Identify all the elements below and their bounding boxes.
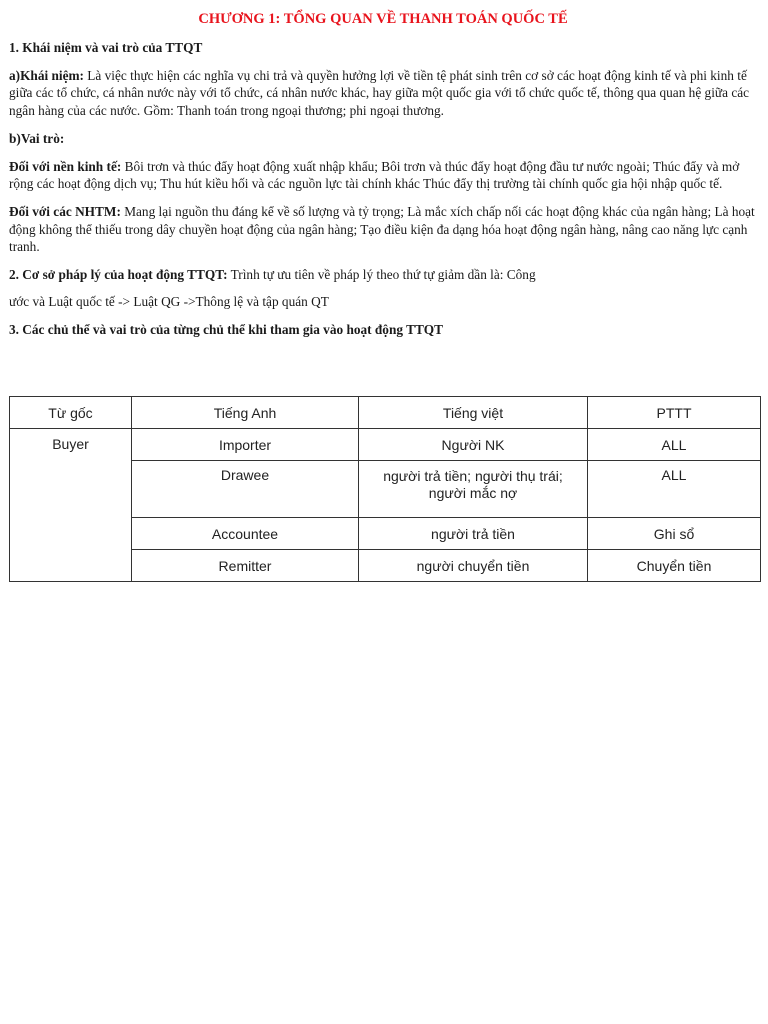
legal-basis-line2: ước và Luật quốc tế -> Luật QG ->Thông lệ và tập quán QT — [9, 294, 329, 310]
role-heading: b)Vai trò: — [9, 130, 65, 146]
cell-english: Remitter — [132, 550, 359, 582]
economy-paragraph — [9, 158, 757, 192]
legal-basis-paragraph — [9, 266, 757, 283]
cell-english: Importer — [132, 429, 359, 461]
header-payment-method: PTTT — [588, 397, 761, 429]
chapter-title: CHƯƠNG 1: TỔNG QUAN VỀ THANH TOÁN QUỐC TẾ — [198, 11, 568, 27]
cell-english: Drawee — [132, 461, 359, 518]
bank-text: Mang lại nguồn thu đáng kể về số lượng và tỷ trọng; Là mắc xích chấp nối các hoạt động khác của ngân hàng; Là hoạt động không thể thiếu trong dây chuyền hoạt động của ngân hàng; Tạo điều kiện đa dạng hóa hoạt động ngân hàng, nâng cao năng lực cạnh tranh. — [9, 204, 755, 254]
cell-payment-method: ALL — [588, 429, 761, 461]
concept-label: a)Khái niệm: — [9, 68, 84, 84]
subjects-table — [9, 396, 761, 582]
subjects-table-wrapper — [9, 396, 760, 582]
group-label-cell: Buyer — [10, 429, 132, 582]
cell-payment-method: Ghi sổ — [588, 518, 761, 550]
document-page — [9, 0, 757, 339]
economy-text: Bôi trơn và thúc đẩy hoạt động xuất nhập khẩu; Bôi trơn và thúc đẩy hoạt động đầu tư nước ngoài; Thúc đẩy và mở rộng các hoạt động dịch vụ; Thu hút kiều hối và các nguồn lực tài chính khác Thúc đẩy thị trường tài chính quốc gia hội nhập quốc tế. — [9, 159, 740, 192]
cell-vietnamese: người trả tiền — [359, 518, 588, 550]
concept-paragraph — [9, 67, 757, 119]
table-row — [10, 429, 761, 461]
header-vietnamese: Tiếng việt — [359, 397, 588, 429]
cell-vietnamese: Người NK — [359, 429, 588, 461]
concept-text: Là việc thực hiện các nghĩa vụ chi trả và quyền hưởng lợi về tiền tệ phát sinh trên cơ sở các hoạt động kinh tế và phi kinh tế giữa các tổ chức, cá nhân nước này với tổ chức, cá nhân nước khác, hay giữa một quốc gia với tổ chức quốc tế, thông qua quan hệ giữa các ngân hàng của các nước. Gồm: Thanh toán trong ngoại thương; phi ngoại thương. — [9, 68, 750, 118]
cell-vietnamese: người trả tiền; người thụ trái; người mắc nợ — [359, 461, 588, 518]
section-1-heading: 1. Khái niệm và vai trò của TTQT — [9, 40, 203, 55]
bank-label: Đối với các NHTM: — [9, 204, 121, 220]
cell-vietnamese: người chuyển tiền — [359, 550, 588, 582]
legal-basis-label: 2. Cơ sở pháp lý của hoạt động TTQT: — [9, 267, 228, 283]
header-origin: Từ gốc — [10, 397, 132, 429]
header-english: Tiếng Anh — [132, 397, 359, 429]
table-header-row — [10, 397, 761, 429]
cell-payment-method: ALL — [588, 461, 761, 518]
cell-english: Accountee — [132, 518, 359, 550]
legal-basis-text: Trình tự ưu tiên về pháp lý theo thứ tự giảm dần là: Công — [227, 267, 536, 283]
economy-label: Đối với nền kinh tế: — [9, 159, 122, 175]
cell-payment-method: Chuyển tiền — [588, 550, 761, 582]
bank-paragraph — [9, 203, 757, 255]
section-3-heading: 3. Các chủ thể và vai trò của từng chủ thể khi tham gia vào hoạt động TTQT — [9, 322, 444, 338]
